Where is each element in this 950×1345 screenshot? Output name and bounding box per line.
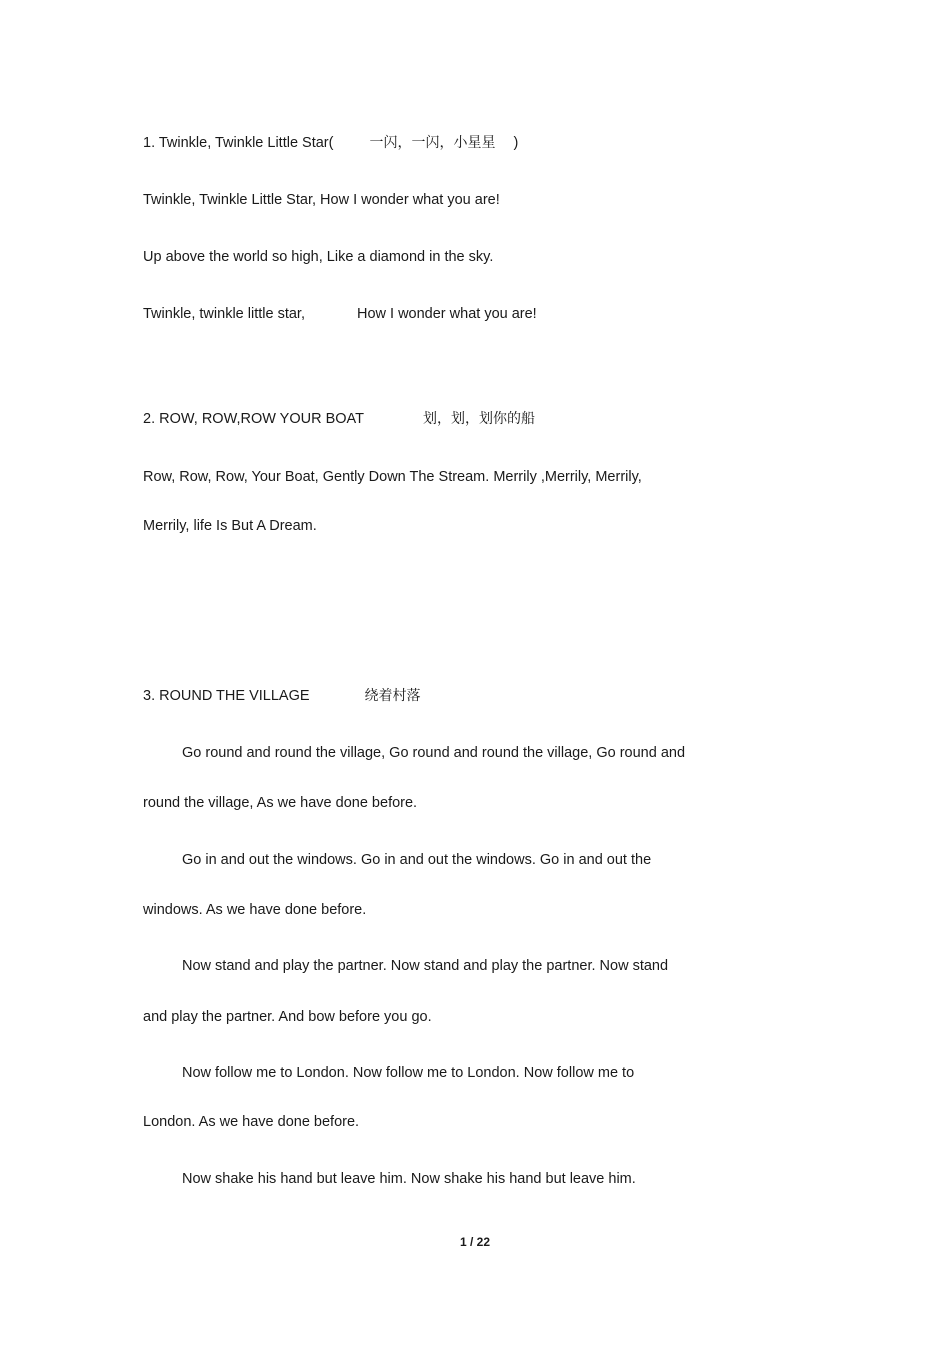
song-1-line-3-b: How I wonder what you are! (356, 306, 537, 322)
song-2-line-2: Merrily, life Is But A Dream. (143, 518, 317, 534)
song-3-line-9: Now shake his hand but leave him. Now shake his hand but leave him. (182, 1171, 636, 1187)
song-1-line-3-a: Twinkle, twinkle little star, (143, 306, 305, 322)
song-1-line-2: Up above the world so high, Like a diamond in the sky. (143, 249, 494, 265)
song-2-line-1: Row, Row, Row, Your Boat, Gently Down The Stream. Merrily ,Merrily, Merrily, (143, 469, 642, 485)
song-3-line-1: Go round and round the village, Go round and round the village, Go round and (182, 745, 686, 761)
page-number: 1 / 22 (459, 1235, 491, 1249)
song-1-heading-close: ) (513, 135, 519, 151)
song-2-heading (143, 410, 535, 428)
song-3-line-2: round the village, As we have done before. (143, 795, 418, 811)
song-3-line-5: Now stand and play the partner. Now stand and play the partner. Now stand (182, 958, 669, 974)
song-3-line-7: Now follow me to London. Now follow me to London. Now follow me to (182, 1065, 635, 1081)
song-3-line-3: Go in and out the windows. Go in and out the windows. Go in and out the (182, 852, 652, 868)
song-3-line-4: windows. As we have done before. (143, 902, 367, 918)
song-1-heading (143, 134, 518, 152)
song-1-line-1: Twinkle, Twinkle Little Star, How I wonder what you are! (143, 192, 500, 208)
song-2-heading-cn: 划，划，划你的船 (423, 411, 536, 427)
song-3-line-6: and play the partner. And bow before you go. (143, 1009, 432, 1025)
song-1-heading-en: 1. Twinkle, Twinkle Little Star( (143, 135, 334, 151)
song-3-line-8: London. As we have done before. (143, 1114, 360, 1130)
song-2-heading-en: 2. ROW, ROW,ROW YOUR BOAT (143, 411, 365, 427)
song-3-heading-en: 3. ROUND THE VILLAGE (143, 688, 310, 704)
song-3-heading (143, 687, 421, 705)
song-1-heading-cn: 一闪，一闪，小星星 (369, 135, 496, 151)
song-3-heading-cn: 绕着村落 (364, 688, 421, 704)
song-1-line-3 (143, 305, 537, 323)
